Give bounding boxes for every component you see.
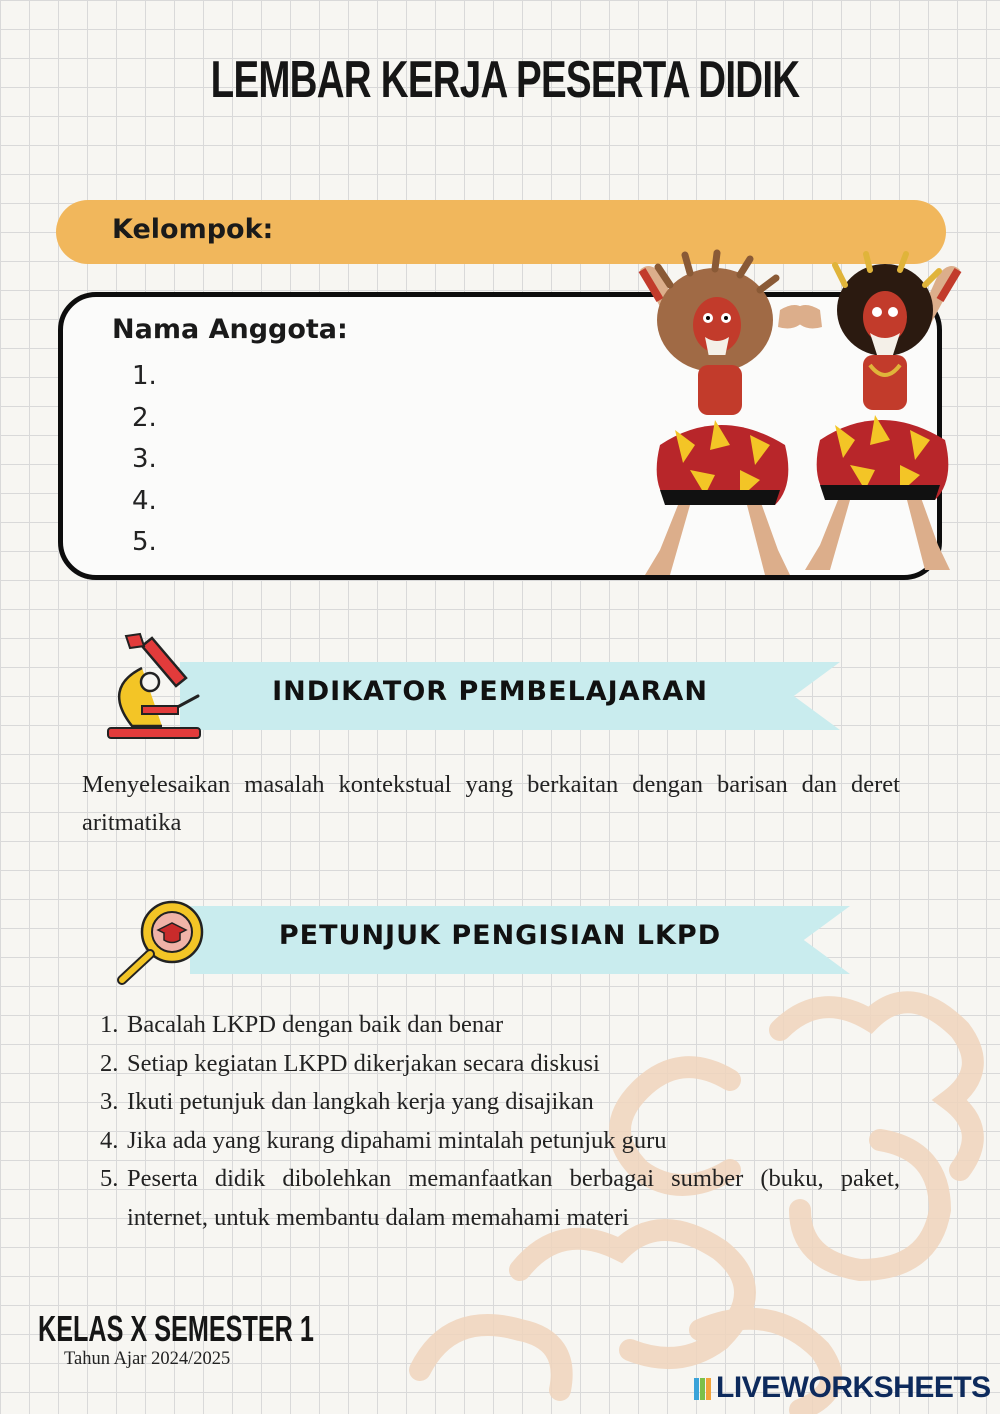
member-number-5: 5. [132,527,157,557]
members-label: Nama Anggota: [112,314,348,345]
list-item: 4. Jika ada yang kurang dipahami mintalah petunjuk guru [100,1126,667,1154]
instructions-list [100,1006,900,1237]
indicator-text: Menyelesaikan masalah kontekstual yang berkaitan dengan barisan dan deret aritmatika [82,771,900,836]
liveworksheets-brand[interactable] [690,1371,991,1405]
list-item: 1. Bacalah LKPD dengan baik dan benar [100,1011,504,1038]
list-item: 5. Peserta didik dibolehkan memanfaatkan berbagai sumber (buku, paket, internet, untuk membantu dalam memahami materi [100,1165,900,1231]
class-label: KELAS X SEMESTER 1 [38,1308,314,1349]
group-label: Kelompok: [112,214,274,245]
member-number-1: 1. [132,361,157,391]
indicator-heading: INDIKATOR PEMBELAJARAN [272,676,708,707]
dancers-illustration [620,255,980,585]
member-number-4: 4. [132,485,157,516]
member-number-2: 2. [132,402,157,433]
members-list [132,356,157,564]
instructions-heading: PETUNJUK PENGISIAN LKPD [278,920,722,951]
brand-text: LIVEWORKSHEETS [716,1371,991,1404]
member-number-3: 3. [132,444,157,474]
school-year: Tahun Ajar 2024/2025 [64,1349,231,1369]
page-title: LEMBAR KERJA PESERTA DIDIK [210,51,800,109]
list-item: 3. Ikuti petunjuk dan langkah kerja yang disajikan [100,1088,594,1115]
list-item: 2. Setiap kegiatan LKPD dikerjakan secara diskusi [100,1049,600,1077]
